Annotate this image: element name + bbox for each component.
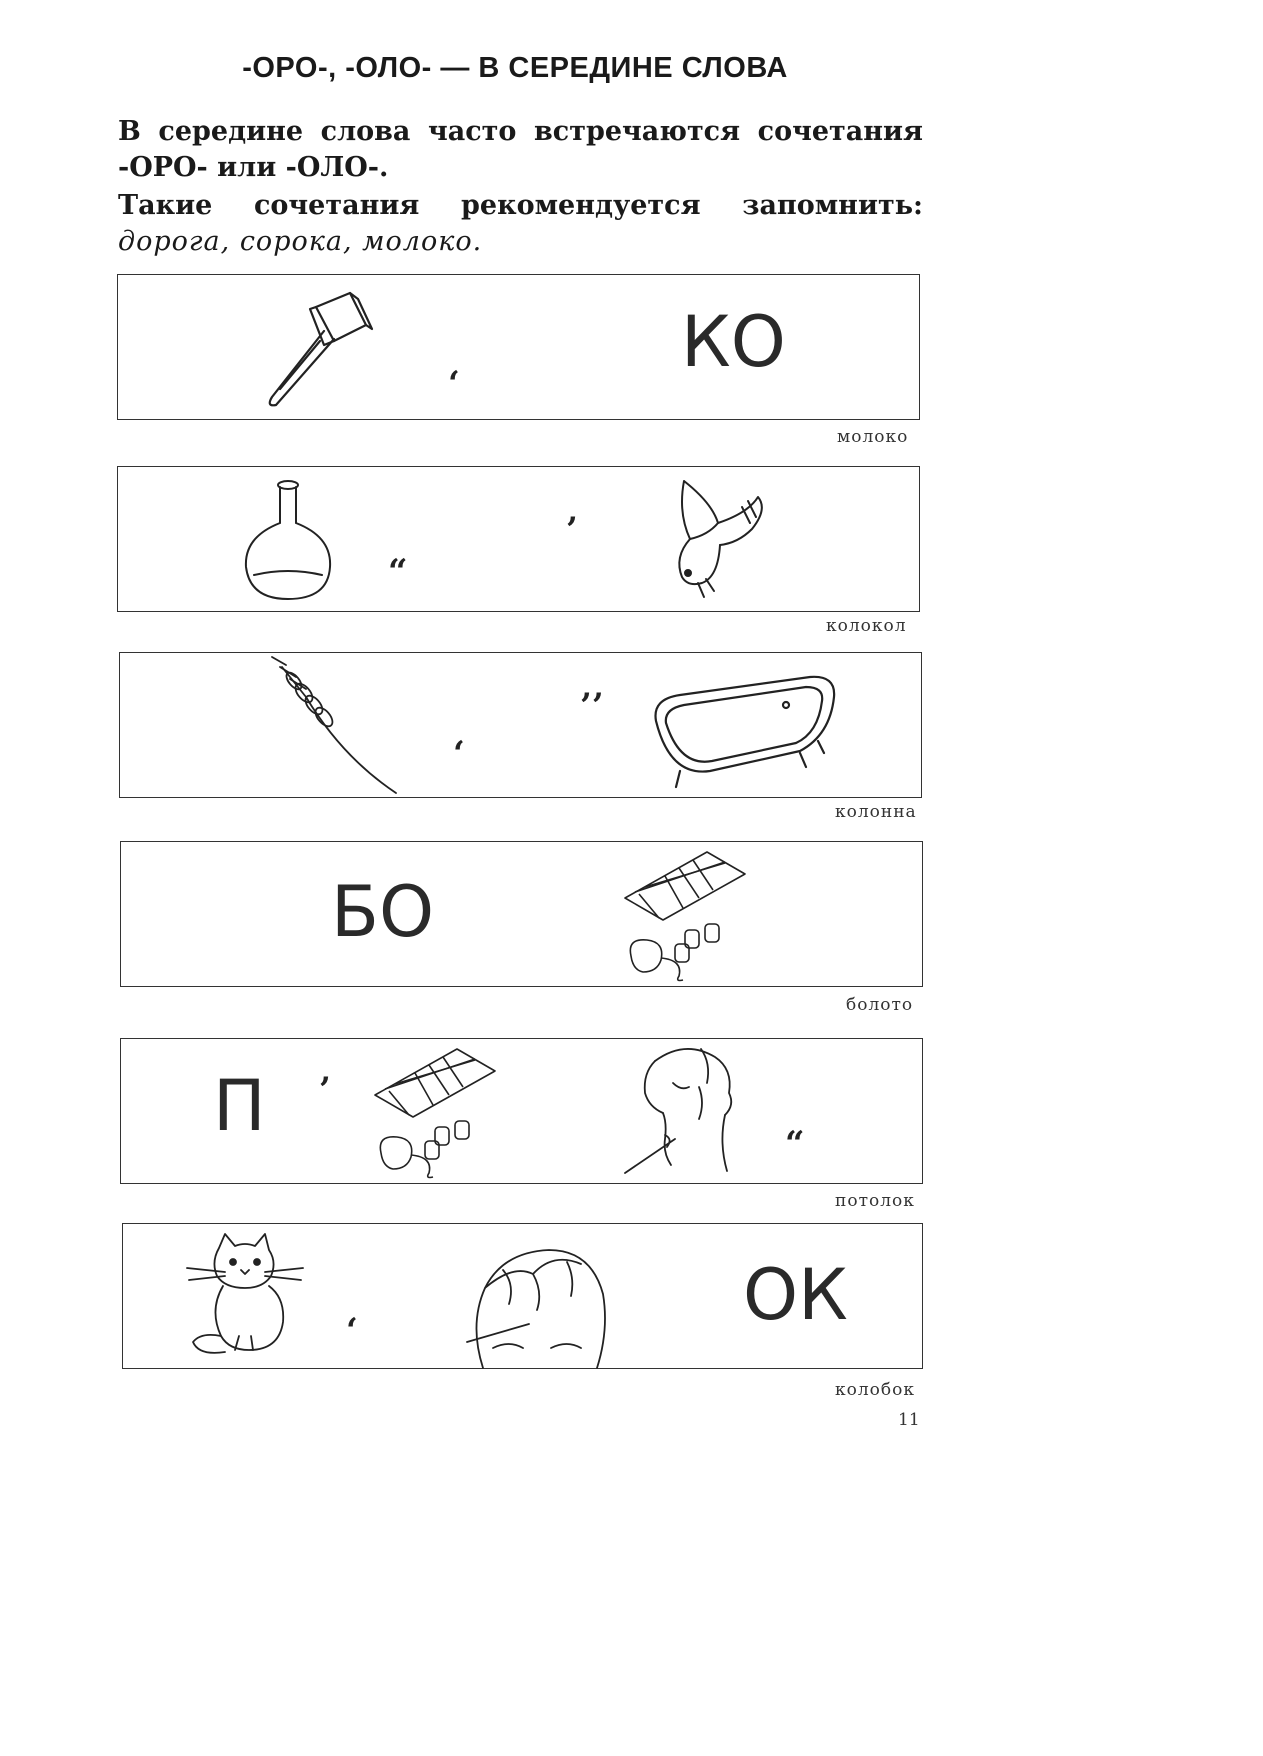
- rebus-5-syllable: П: [213, 1065, 266, 1147]
- rebus-5-answer: потолок: [835, 1191, 915, 1211]
- intro-paragraph-2: [118, 188, 923, 260]
- rebus-panel-1: [117, 274, 920, 420]
- rebus-6-answer: колобок: [835, 1380, 915, 1400]
- intro-line-1: В середине слова часто встречаются сочетания: [118, 116, 923, 147]
- rebus-5-mark-2: “: [785, 1124, 805, 1164]
- intro-line-3: Такие сочетания рекомендуется запомнить:: [118, 190, 923, 221]
- rebus-4-answer: болото: [846, 995, 914, 1015]
- rebus-panel-3: [119, 652, 922, 798]
- rebus-2-mark-1: “: [388, 552, 408, 592]
- rebus-1-syllable: КО: [681, 301, 786, 383]
- rebus-2-mark-2: ’: [566, 510, 578, 550]
- lotto-game-icon: [373, 1045, 503, 1181]
- cat-icon: [185, 1232, 305, 1362]
- girl-profile-icon: [615, 1043, 745, 1183]
- page-number: 11: [898, 1410, 920, 1430]
- wheat-ear-icon: [262, 657, 402, 797]
- rebus-1-mark-1: ‘: [448, 364, 460, 404]
- intro-examples: дорога, сорока, молоко.: [118, 226, 483, 257]
- rebus-3-answer: колонна: [835, 802, 917, 822]
- flask-icon: [244, 479, 344, 604]
- bathtub-icon: [650, 671, 840, 789]
- bird-icon: [648, 473, 778, 603]
- hammer-icon: [258, 285, 398, 415]
- rebus-2-answer: колокол: [826, 616, 907, 636]
- rebus-panel-5: [120, 1038, 923, 1184]
- rebus-5-mark-1: ’: [319, 1070, 331, 1110]
- forehead-icon: [463, 1244, 613, 1372]
- page-title: -ОРО-, -ОЛО- — В СЕРЕДИНЕ СЛОВА: [242, 52, 788, 84]
- rebus-4-syllable: БО: [331, 871, 435, 953]
- rebus-6-mark-1: ‘: [346, 1311, 358, 1351]
- rebus-1-answer: молоко: [837, 427, 909, 447]
- rebus-panel-4: [120, 841, 923, 987]
- rebus-3-mark-1: ‘: [453, 734, 465, 774]
- intro-paragraph-1: [118, 114, 923, 186]
- rebus-6-syllable: ОК: [743, 1254, 848, 1336]
- rebus-panel-6: [122, 1223, 923, 1369]
- lotto-game-icon: [623, 848, 753, 984]
- rebus-3-mark-2: ’’: [580, 686, 604, 726]
- rebus-panel-2: [117, 466, 920, 612]
- intro-line-2: -ОРО- или -ОЛО-.: [118, 152, 389, 183]
